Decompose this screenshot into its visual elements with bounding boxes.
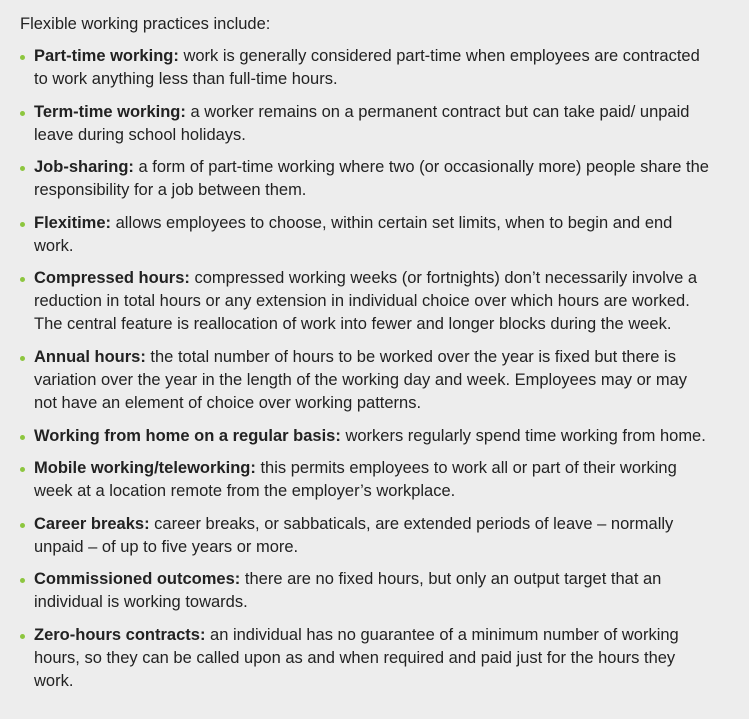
bullet-icon xyxy=(20,166,25,171)
item-text: workers regularly spend time working from home. xyxy=(345,426,706,445)
list-item xyxy=(20,267,709,336)
item-text: the total number of hours to be worked over the year is fixed but there is variation over the year in the length of the working day and week. Employees may or may not have an element of choice over working patterns. xyxy=(34,347,688,412)
item-term: Annual hours: xyxy=(34,347,146,366)
list-item xyxy=(20,346,709,415)
item-text: an individual has no guarantee of a minimum number of working hours, so they can be called upon as and when required and paid just for the hours they work. xyxy=(34,625,679,690)
item-text: a form of part-time working where two (or occasionally more) people share the responsibility for a job between them. xyxy=(34,158,709,200)
item-text: a worker remains on a permanent contract but can take paid/ unpaid leave during school holidays. xyxy=(34,102,690,144)
item-text: this permits employees to work all or part of their working week at a location remote from the employer’s workplace. xyxy=(34,459,677,501)
bullet-icon xyxy=(20,356,25,361)
item-term: Zero-hours contracts: xyxy=(34,625,206,644)
item-text: work is generally considered part-time when employees are contracted to work anything less than full-time hours. xyxy=(34,47,700,88)
item-term: Career breaks: xyxy=(34,514,150,533)
list-item xyxy=(20,513,709,559)
bullet-icon xyxy=(20,222,25,227)
bullet-icon xyxy=(20,578,25,583)
list-item xyxy=(20,212,709,258)
list-item xyxy=(20,457,709,503)
list-item xyxy=(20,101,709,147)
item-term: Commissioned outcomes: xyxy=(34,570,241,589)
item-term: Term-time working: xyxy=(34,102,186,121)
list-item xyxy=(20,156,709,202)
list-item xyxy=(20,425,709,448)
intro-text: Flexible working practices include: xyxy=(20,15,271,33)
item-text: compressed working weeks (or fortnights) don’t necessarily involve a reduction in total hours or any extension in individual choice over which hours are worked. The central feature is reallocation of work into fewer and longer blocks during the week. xyxy=(34,269,698,334)
item-term: Working from home on a regular basis: xyxy=(34,426,341,445)
item-text: there are no fixed hours, but only an output target that an individual is working towards. xyxy=(34,570,662,612)
bullet-icon xyxy=(20,467,25,472)
list-item xyxy=(20,624,709,693)
item-text: career breaks, or sabbaticals, are extended periods of leave – normally unpaid – of up to five years or more. xyxy=(34,514,674,556)
practice-list xyxy=(20,45,709,693)
bullet-icon xyxy=(20,634,25,639)
bullet-icon xyxy=(20,55,25,60)
bullet-icon xyxy=(20,277,25,282)
bullet-icon xyxy=(20,111,25,116)
item-term: Compressed hours: xyxy=(34,269,190,288)
item-text: allows employees to choose, within certain set limits, when to begin and end work. xyxy=(34,213,673,255)
bullet-icon xyxy=(20,523,25,528)
item-term: Mobile working/teleworking: xyxy=(34,459,256,478)
item-term: Part-time working: xyxy=(34,47,179,65)
list-item xyxy=(20,568,709,614)
item-term: Job-sharing: xyxy=(34,158,134,177)
list-item xyxy=(20,45,709,91)
item-term: Flexitime: xyxy=(34,213,112,232)
bullet-icon xyxy=(20,435,25,440)
